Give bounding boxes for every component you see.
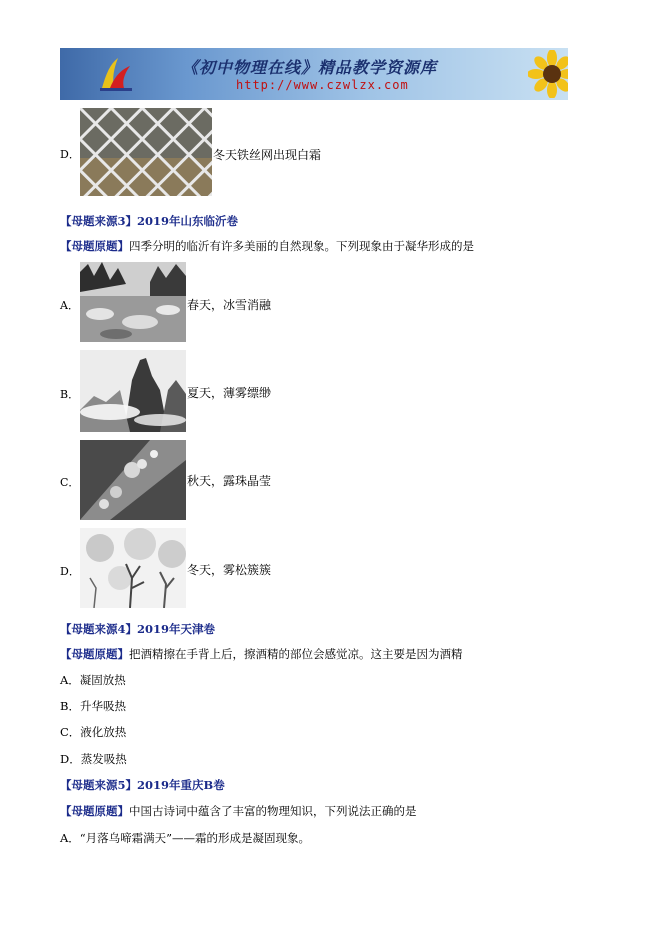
question-tag: 【母题原题】 [60, 239, 129, 253]
rime-tree-image [80, 528, 186, 608]
answer-option: C．液化放热 [60, 725, 127, 739]
question-source: 【母题来源4】2019年天津卷 [60, 622, 216, 636]
dewdrop-image [80, 440, 186, 520]
question-tag: 【母题原题】 [60, 804, 129, 818]
option-caption: 秋天，露珠晶莹 [187, 474, 272, 488]
question-text [60, 646, 463, 662]
option-label: A． [60, 299, 79, 312]
banner-url[interactable]: http://www.czwlzx.com [236, 78, 409, 92]
answer-option: A．凝固放热 [60, 673, 126, 687]
melting-snow-image [80, 262, 186, 342]
question-text [60, 238, 474, 254]
site-logo [96, 54, 136, 94]
option-label: B． [60, 388, 80, 401]
option-caption: 夏天，薄雾缥缈 [187, 386, 272, 400]
option-caption: 冬天铁丝网出现白霜 [213, 148, 322, 162]
question-text [60, 803, 417, 819]
banner-title: 《初中物理在线》精品教学资源库 [182, 58, 438, 77]
mist-mountain-image [80, 350, 186, 432]
option-label: D． [60, 565, 80, 578]
answer-option: D．蒸发吸热 [60, 752, 127, 766]
question-source: 【母题来源3】2019年山东临沂卷 [60, 214, 239, 228]
question-body: 四季分明的临沂有许多美丽的自然现象。下列现象由于凝华形成的是 [129, 239, 474, 253]
question-body: 把酒精擦在手背上后，擦酒精的部位会感觉凉。这主要是因为酒精 [129, 647, 463, 661]
option-label: C． [60, 476, 80, 489]
question-source: 【母题来源5】2019年重庆B卷 [60, 778, 225, 792]
answer-option: A．“月落乌啼霜满天”——霜的形成是凝固现象。 [60, 831, 311, 845]
option-caption: 冬天，雾松簇簇 [187, 563, 272, 577]
frost-fence-image [80, 108, 212, 196]
sunflower-icon [528, 50, 568, 98]
question-body: 中国古诗词中蕴含了丰富的物理知识，下列说法正确的是 [129, 804, 417, 818]
option-caption: 春天，冰雪消融 [187, 298, 272, 312]
question-tag: 【母题原题】 [60, 647, 129, 661]
header-banner [60, 48, 568, 100]
option-label: D． [60, 148, 80, 161]
answer-option: B．升华吸热 [60, 699, 126, 713]
